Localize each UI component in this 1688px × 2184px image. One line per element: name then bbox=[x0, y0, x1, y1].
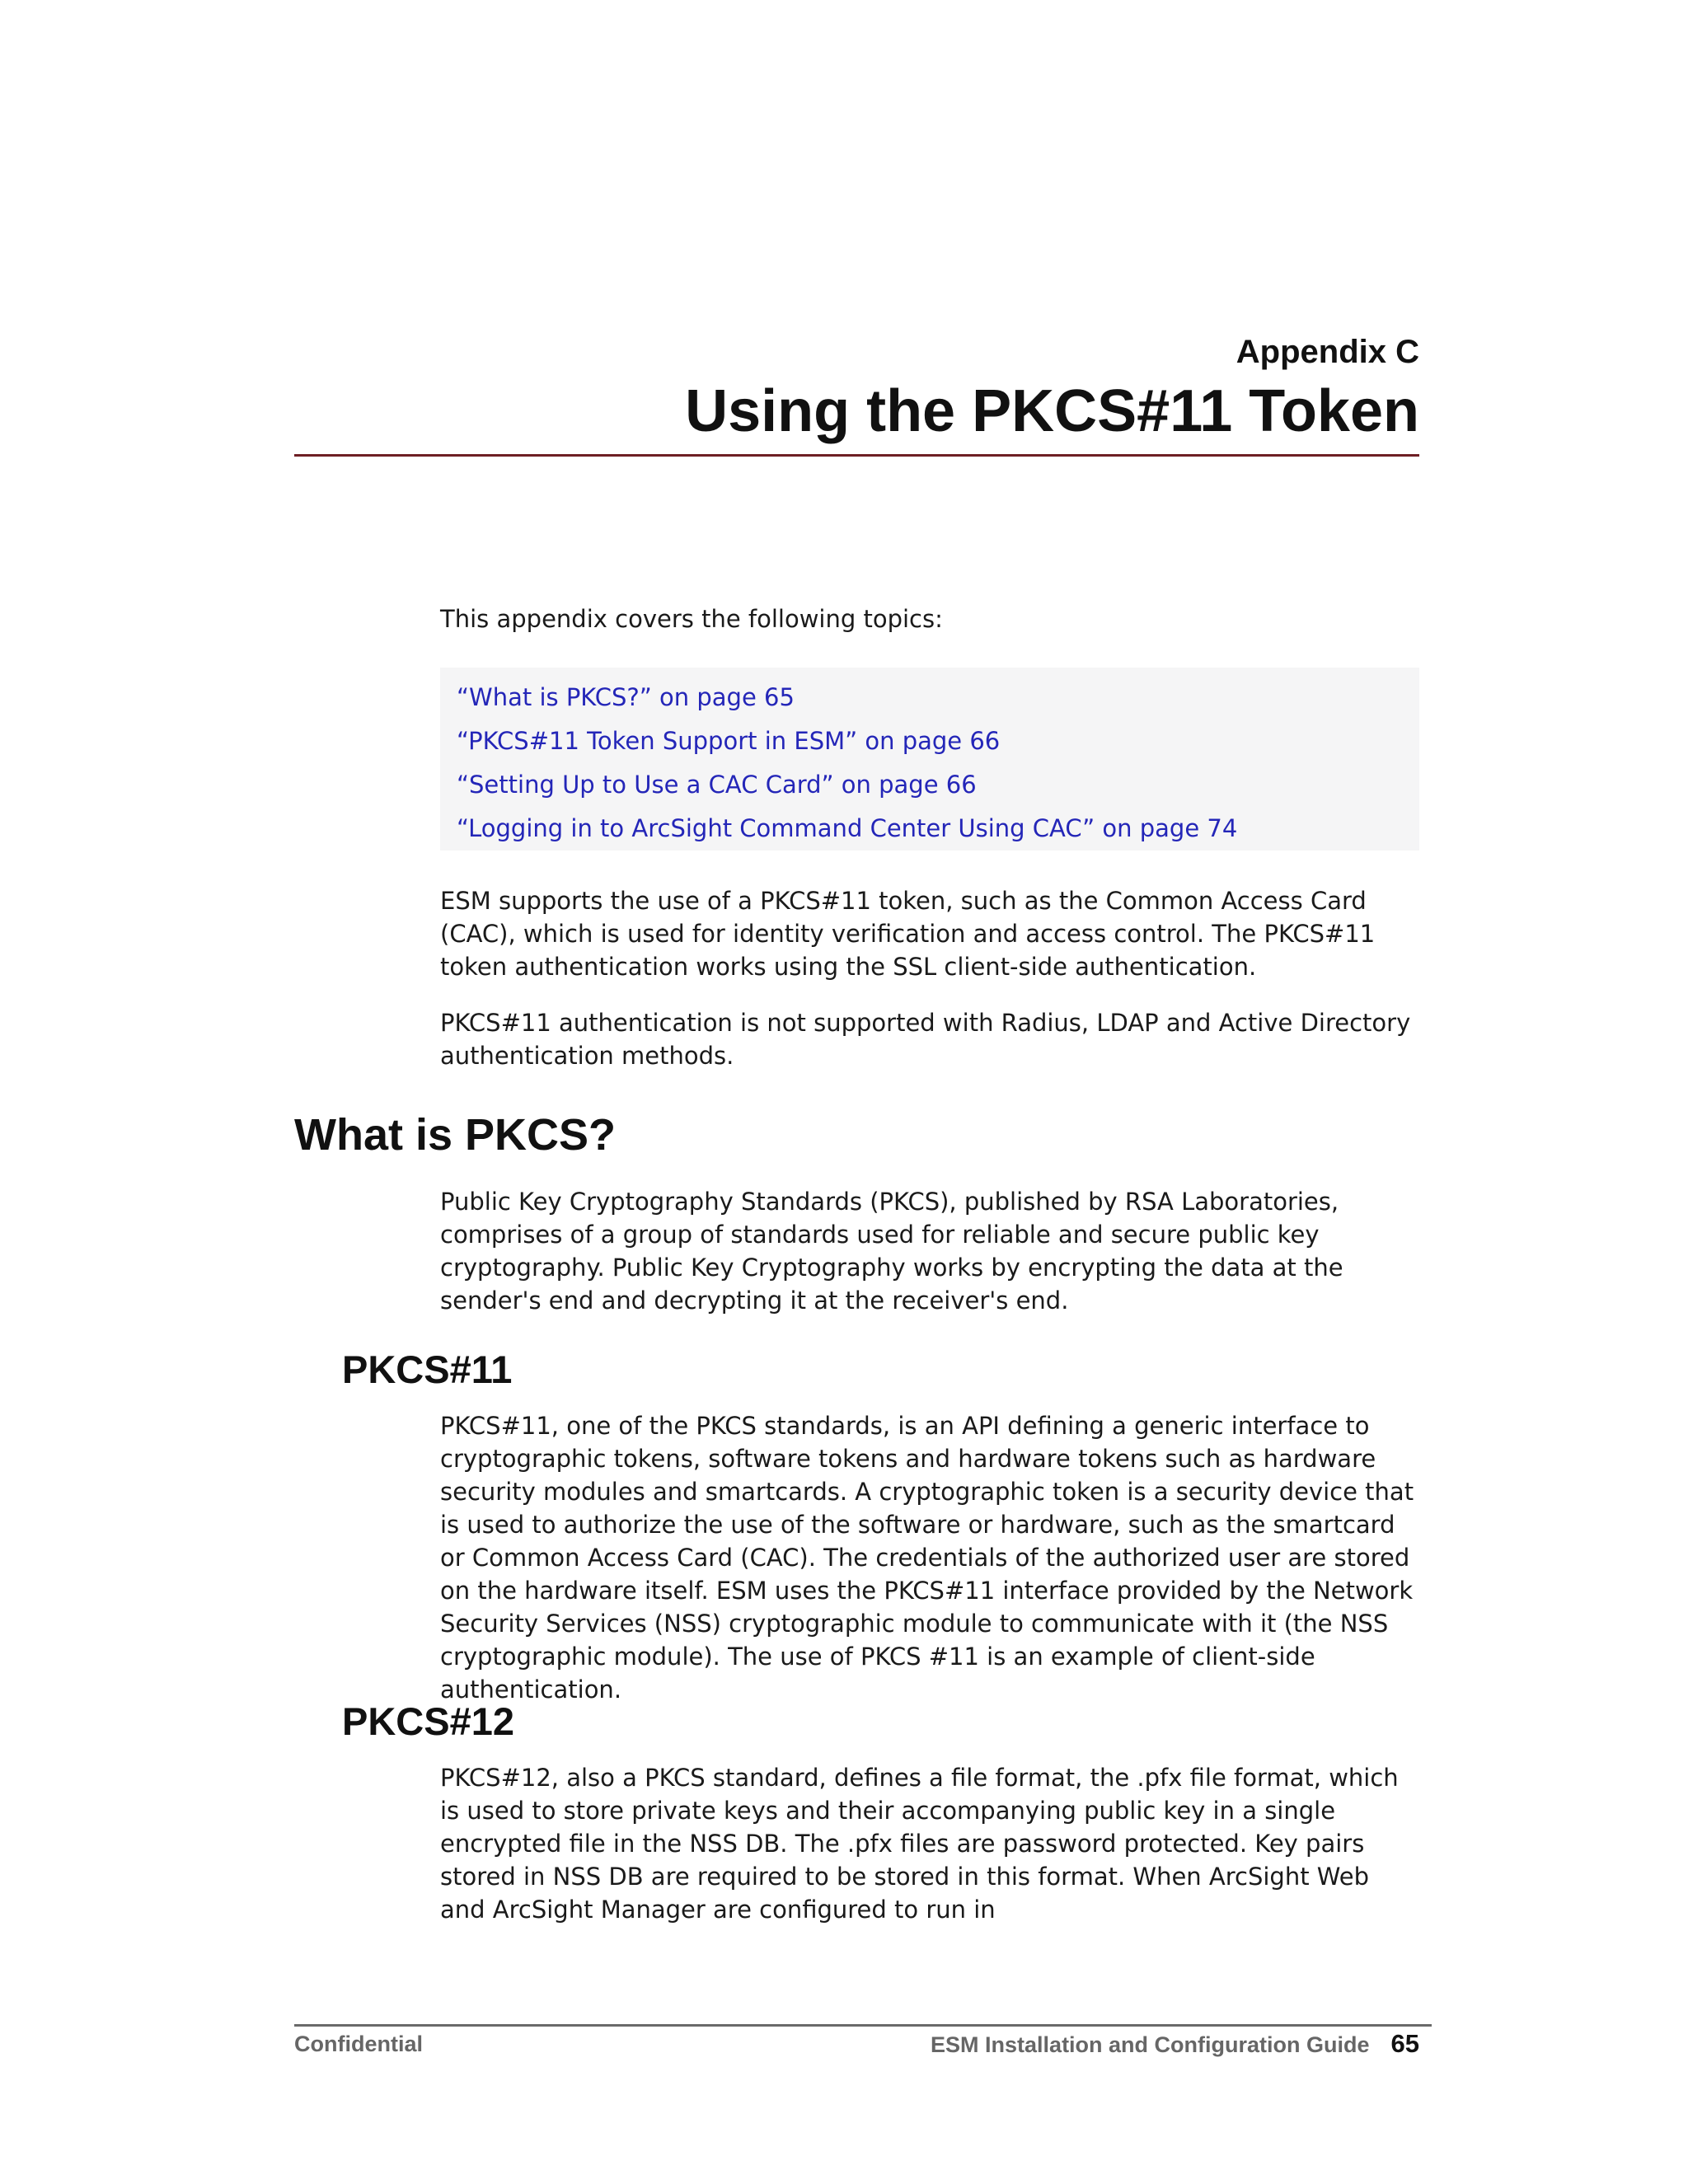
heading-pkcs11: PKCS#11 bbox=[342, 1347, 513, 1391]
chapter-header bbox=[294, 330, 1419, 448]
heading-what-is-pkcs: What is PKCS? bbox=[294, 1110, 617, 1160]
chapter-title: Using the PKCS#11 Token bbox=[685, 378, 1419, 444]
footer-confidential: Confidential bbox=[294, 2032, 423, 2056]
appendix-label: Appendix C bbox=[1236, 334, 1419, 370]
paragraph-text: Public Key Cryptography Standards (PKCS), published by RSA Laboratories, comprises of a group of standards used for reliable and secure public key cryptography. Public Key Cryptography works by encrypting the data at the sender's end and decrypting it at the receiver's end. bbox=[440, 1188, 1343, 1315]
paragraph-text: ESM supports the use of a PKCS#11 token, such as the Common Access Card (CAC), which is used for identity verification and access control. The PKCS#11 token authentication works using the SSL client-side authentication. bbox=[440, 887, 1376, 981]
footer-guide-name: ESM Installation and Configuration Guide bbox=[931, 2032, 1370, 2057]
paragraph-pkcs-description bbox=[440, 1185, 1421, 1317]
footer-guide-title bbox=[931, 2029, 1419, 2060]
title-rule bbox=[294, 454, 1419, 457]
topic-link-logging-in-cac[interactable]: “Logging in to ArcSight Command Center Using CAC” on page 74 bbox=[457, 814, 1238, 842]
topics-list-box bbox=[440, 668, 1419, 851]
paragraph-text: PKCS#12, also a PKCS standard, defines a file format, the .pfx file format, which is used to store private keys and their accompanying public key in a single encrypted file in the NSS DB. The .pfx files are password protected. Key pairs stored in NSS DB are required to be stored in this format. When ArcSight Web and ArcSight Manager are configured to run in bbox=[440, 1764, 1399, 1924]
paragraph-not-supported bbox=[440, 1006, 1421, 1072]
paragraph-pkcs11 bbox=[440, 1409, 1421, 1706]
topic-link-setting-up-cac[interactable]: “Setting Up to Use a CAC Card” on page 66 bbox=[457, 771, 977, 799]
heading-pkcs12: PKCS#12 bbox=[342, 1699, 514, 1743]
paragraph-text: PKCS#11, one of the PKCS standards, is an API defining a generic interface to cryptographic tokens, software tokens and hardware tokens such as hardware security modules and smartcards. A cryptographic token is a security device that is used to authorize the use of the software or hardware, such as the smartcard or Common Access Card (CAC). The credentials of the authorized user are stored on the hardware itself. ESM uses the PKCS#11 interface provided by the Network Security Services (NSS) cryptographic module to communicate with it (the NSS cryptographic module). The use of PKCS #11 is an example of client-side authentication. bbox=[440, 1412, 1414, 1704]
topic-link-what-is-pkcs[interactable]: “What is PKCS?” on page 65 bbox=[457, 683, 795, 711]
topics-list bbox=[440, 668, 1419, 851]
topic-link-pkcs11-token-support[interactable]: “PKCS#11 Token Support in ESM” on page 66 bbox=[457, 727, 1001, 755]
paragraph-text: PKCS#11 authentication is not supported with Radius, LDAP and Active Directory authentication methods. bbox=[440, 1009, 1411, 1070]
paragraph-pkcs12 bbox=[440, 1761, 1421, 1926]
footer-page-number: 65 bbox=[1390, 2029, 1419, 2058]
intro-text: This appendix covers the following topics: bbox=[440, 605, 943, 633]
paragraph-esm-supports bbox=[440, 884, 1421, 983]
footer-rule bbox=[294, 2024, 1432, 2027]
